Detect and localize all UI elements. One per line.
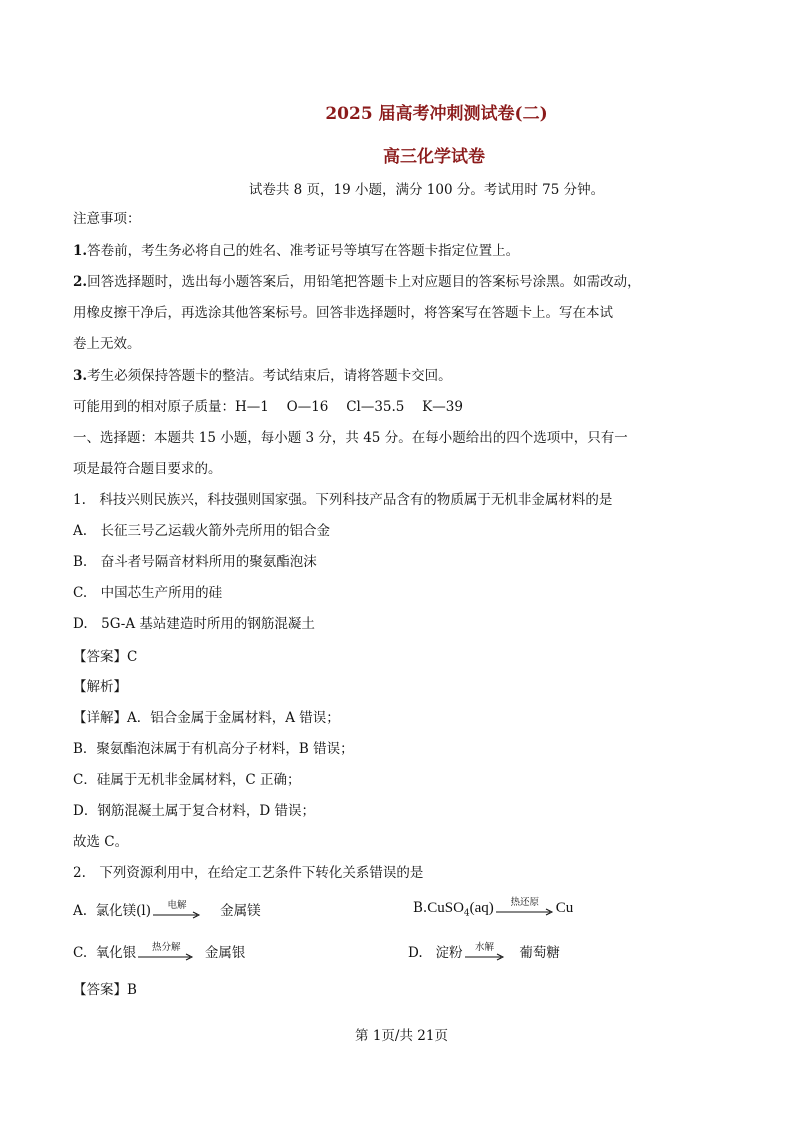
reactant: 淀粉: [435, 945, 463, 961]
condition: 电解: [167, 899, 187, 911]
product: 金属镁: [220, 903, 261, 919]
reaction-arrow-icon: [153, 899, 201, 921]
reactant: CuSO: [427, 900, 464, 916]
note-item-1: [73, 242, 519, 260]
q1-conclusion: 故选 C。: [73, 834, 129, 850]
q1-option-a: A. 长征三号乙运载火箭外壳所用的铝合金: [73, 523, 331, 539]
q1-detail-4: D．钢筋混凝土属于复合材料，D 错误；: [73, 803, 315, 819]
answer-value: B: [127, 982, 137, 998]
condition: 热还原: [510, 896, 540, 908]
notes-heading: 注意事项：: [73, 211, 141, 227]
reaction-arrow-icon: [138, 941, 194, 963]
answer-tag: 【答案】: [73, 982, 127, 998]
product: 葡萄糖: [519, 945, 560, 961]
atomic-mass: 可能用到的相对原子质量：H—1 O—16 Cl—35.5 K—39: [73, 399, 463, 415]
q2-option-d: [408, 941, 560, 963]
reaction-arrow-icon: [465, 941, 505, 963]
q1-detail-2: B．聚氨酯泡沫属于有机高分子材料，B 错误；: [73, 741, 354, 757]
state: (aq): [469, 900, 494, 916]
reactant: 氯化镁(l): [95, 903, 151, 919]
option-label: D.: [408, 945, 423, 961]
q1-option-c: C. 中国芯生产所用的硅: [73, 585, 223, 601]
note-item-3: [73, 367, 452, 385]
note-number: 3.: [73, 368, 88, 384]
q2-stem: 2. 下列资源利用中，在给定工艺条件下转化关系错误的是: [73, 865, 424, 881]
q2-option-a: [73, 899, 261, 921]
q1-stem: 1. 科技兴则民族兴，科技强则国家强。下列科技产品含有的物质属于无机非金属材料的是: [73, 492, 613, 508]
q1-option-d: D. 5G-A 基站建造时所用的钢筋混凝土: [73, 616, 315, 632]
answer-tag: 【答案】: [73, 649, 127, 665]
option-label: C.: [73, 945, 88, 961]
q2-option-c: [73, 941, 246, 963]
q1-option-b: B. 奋斗者号隔音材料所用的聚氨酯泡沫: [73, 554, 317, 570]
exam-info: 试卷共 8 页，19 小题，满分 100 分。考试用时 75 分钟。: [248, 182, 605, 198]
section1-intro-line2: 项是最符合题目要求的。: [73, 461, 222, 477]
note-number: 1.: [73, 243, 88, 259]
note-item-2-line2: 用橡皮擦干净后，再选涂其他答案标号。回答非选择题时，将答案写在答题卡上。写在本试: [73, 305, 613, 321]
exam-title: 2025 届高考冲刺测试卷(二): [325, 104, 548, 124]
condition: 热分解: [151, 941, 181, 953]
note-item-2-line3: 卷上无效。: [73, 336, 141, 352]
option-label: B.: [413, 900, 428, 916]
note-number: 2.: [73, 274, 88, 290]
q1-detail-1: [73, 709, 340, 727]
reaction-arrow-icon: [496, 896, 554, 918]
product: Cu: [555, 900, 574, 916]
detail-tag: 【详解】: [73, 710, 127, 726]
note-item-2: [73, 273, 641, 291]
q1-analysis-tag: 【解析】: [73, 679, 127, 695]
option-label: A.: [73, 903, 88, 919]
subscript: 4: [463, 908, 470, 919]
product: 金属银: [204, 945, 246, 961]
reactant: 氧化银: [95, 945, 137, 961]
answer-value: C: [127, 649, 138, 665]
note-text: 回答选择题时，选出每小题答案后，用铅笔把答题卡上对应题目的答案标号涂黑。如需改动，: [87, 274, 641, 290]
q2-option-b: [413, 896, 574, 923]
subject-title: 高三化学试卷: [383, 147, 485, 167]
q2-answer: [73, 981, 137, 999]
q1-detail-3: C．硅属于无机非金属材料，C 正确；: [73, 772, 301, 788]
q1-answer: [73, 648, 137, 666]
note-text: 考生必须保持答题卡的整洁。考试结束后，请将答题卡交回。: [87, 368, 452, 384]
note-text: 答卷前，考生务必将自己的姓名、准考证号等填写在答题卡指定位置上。: [87, 243, 520, 259]
detail-text: A．铝合金属于金属材料，A 错误；: [127, 710, 340, 726]
section1-intro: 一、选择题：本题共 15 小题，每小题 3 分，共 45 分。在每小题给出的四个选项中，只有一: [73, 430, 628, 446]
page-number: 第 1页/共 21页: [355, 1028, 448, 1044]
condition: 水解: [475, 941, 495, 953]
